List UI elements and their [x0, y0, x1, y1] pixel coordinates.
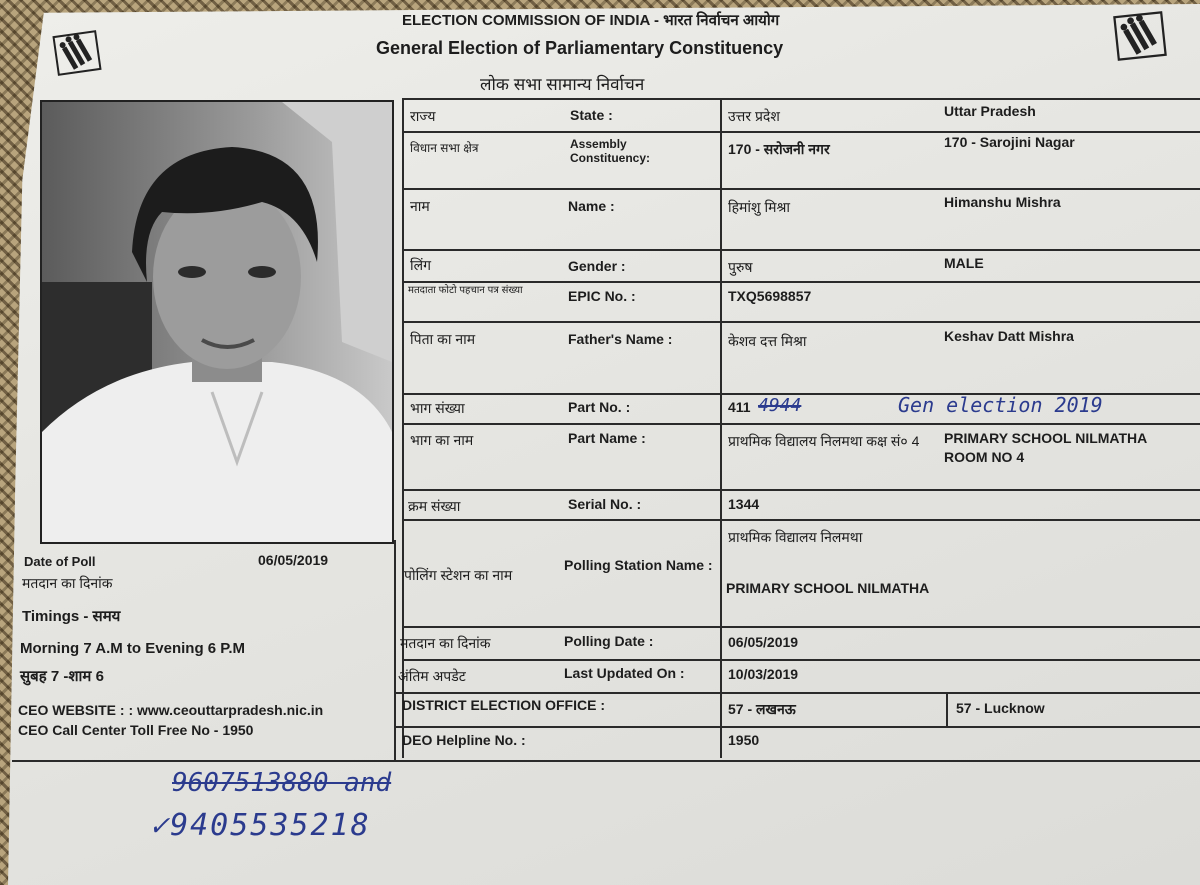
row-line — [404, 489, 1200, 491]
epic-value: TXQ5698857 — [728, 288, 812, 304]
polling-station-hindi-label: पोलिंग स्टेशन का नाम — [404, 567, 513, 583]
last-updated-hindi-label: अंतिम अपडेट — [398, 668, 466, 684]
name-hindi-label: नाम — [410, 198, 430, 214]
new-phone-handwriting — [150, 808, 371, 843]
father-label: Father's Name : — [568, 331, 673, 347]
last-updated-value: 10/03/2019 — [728, 666, 799, 682]
header-title: ELECTION COMMISSION OF INDIA - भारत निर्वाचन आयोग — [402, 12, 780, 29]
gender-hindi-label: लिंग — [410, 257, 431, 273]
polling-station-hindi-value: प्राथमिक विद्यालय निलमथा — [728, 529, 863, 545]
part-no-hindi-label: भाग संख्या — [410, 400, 465, 416]
part-no-handwritten-note: Gen election 2019 — [898, 393, 1103, 417]
state-hindi-value: उत्तर प्रदेश — [728, 108, 780, 124]
polling-date-label: Polling Date : — [564, 633, 654, 649]
row-line — [404, 423, 1200, 425]
slip-bottom-border — [12, 760, 1200, 762]
deo-helpline-label: DEO Helpline No. : — [402, 732, 526, 748]
district-hindi-value: 57 - लखनऊ — [728, 701, 796, 717]
part-no-struck-handwriting: 4944 — [758, 395, 802, 416]
polling-station-value: PRIMARY SCHOOL NILMATHA — [726, 580, 930, 596]
date-of-poll-hindi: मतदान का दिनांक — [22, 575, 113, 591]
district-value: 57 - Lucknow — [956, 700, 1045, 716]
father-hindi-value: केशव दत्त मिश्रा — [728, 333, 807, 349]
father-hindi-label: पिता का नाम — [410, 331, 476, 347]
epic-hindi-label: मतदाता फोटो पहचान पत्र संख्या — [408, 285, 523, 296]
row-line — [396, 726, 1200, 728]
eci-logo-right — [1112, 8, 1168, 64]
last-updated-label: Last Updated On : — [564, 665, 685, 681]
row-line — [404, 188, 1200, 190]
row-line — [404, 281, 1200, 283]
timings-hindi: सुबह 7 -शाम 6 — [20, 668, 104, 685]
father-value: Keshav Datt Mishra — [944, 328, 1074, 344]
ceo-website: CEO WEBSITE : : www.ceouttarpradesh.nic.in — [18, 702, 324, 718]
district-label: DISTRICT ELECTION OFFICE : — [402, 697, 605, 713]
timings-value: Morning 7 A.M to Evening 6 P.M — [20, 640, 246, 657]
row-line — [404, 131, 1200, 133]
state-hindi-label: राज्य — [410, 108, 436, 124]
date-of-poll-value: 06/05/2019 — [258, 552, 329, 568]
part-no-value: 411 — [728, 399, 751, 415]
row-line — [404, 249, 1200, 251]
assembly-hindi-value: 170 - सरोजनी नगर — [728, 141, 830, 157]
assembly-value: 170 - Sarojini Nagar — [944, 134, 1075, 150]
assembly-label: Assembly Constituency: — [570, 137, 651, 165]
polling-station-label: Polling Station Name : — [564, 557, 713, 573]
new-phone-number: 9405535218 — [170, 808, 371, 843]
part-name-hindi-label: भाग का नाम — [410, 432, 474, 448]
state-label: State : — [570, 107, 613, 123]
district-divider — [946, 694, 948, 726]
part-name-label: Part Name : — [568, 430, 646, 446]
part-name-hindi-value: प्राथमिक विद्यालय निलमथा कक्ष सं० 4 — [728, 433, 920, 449]
state-value: Uttar Pradesh — [944, 103, 1036, 119]
polling-date-value: 06/05/2019 — [728, 634, 799, 650]
header-hindi-subtitle: लोक सभा सामान्य निर्वाचन — [480, 75, 645, 94]
part-no-label: Part No. : — [568, 399, 631, 415]
timings-label: Timings - समय — [22, 608, 121, 625]
epic-label: EPIC No. : — [568, 288, 636, 304]
row-line — [396, 692, 1200, 694]
name-value: Himanshu Mishra — [944, 194, 1061, 210]
ceo-call-center: CEO Call Center Toll Free No - 1950 — [18, 722, 254, 738]
name-hindi-value: हिमांशु मिश्रा — [728, 199, 791, 215]
eci-logo-left — [52, 28, 102, 78]
serial-value: 1344 — [728, 496, 760, 512]
polling-date-hindi-label: मतदान का दिनांक — [400, 635, 491, 651]
gender-value: MALE — [944, 255, 984, 271]
row-line — [404, 519, 1200, 521]
assembly-hindi-label: विधान सभा क्षेत्र — [410, 141, 479, 155]
deo-helpline-value: 1950 — [728, 732, 760, 748]
row-line — [404, 659, 1200, 661]
header-subtitle: General Election of Parliamentary Constituency — [376, 38, 784, 58]
gender-label: Gender : — [568, 258, 626, 274]
row-line — [404, 626, 1200, 628]
row-line — [404, 321, 1200, 323]
serial-hindi-label: क्रम संख्या — [408, 498, 461, 514]
serial-label: Serial No. : — [568, 496, 642, 512]
name-label: Name : — [568, 198, 615, 214]
gender-hindi-value: पुरुष — [728, 259, 753, 275]
table-top-border — [404, 98, 1200, 100]
date-of-poll-label: Date of Poll — [24, 554, 96, 569]
part-name-value: PRIMARY SCHOOL NILMATHA ROOM NO 4 — [944, 430, 1147, 465]
check-mark-icon: ✓ — [150, 808, 171, 843]
struck-phone-handwriting: 9607513880 and — [172, 768, 392, 798]
voter-photo — [40, 100, 394, 544]
